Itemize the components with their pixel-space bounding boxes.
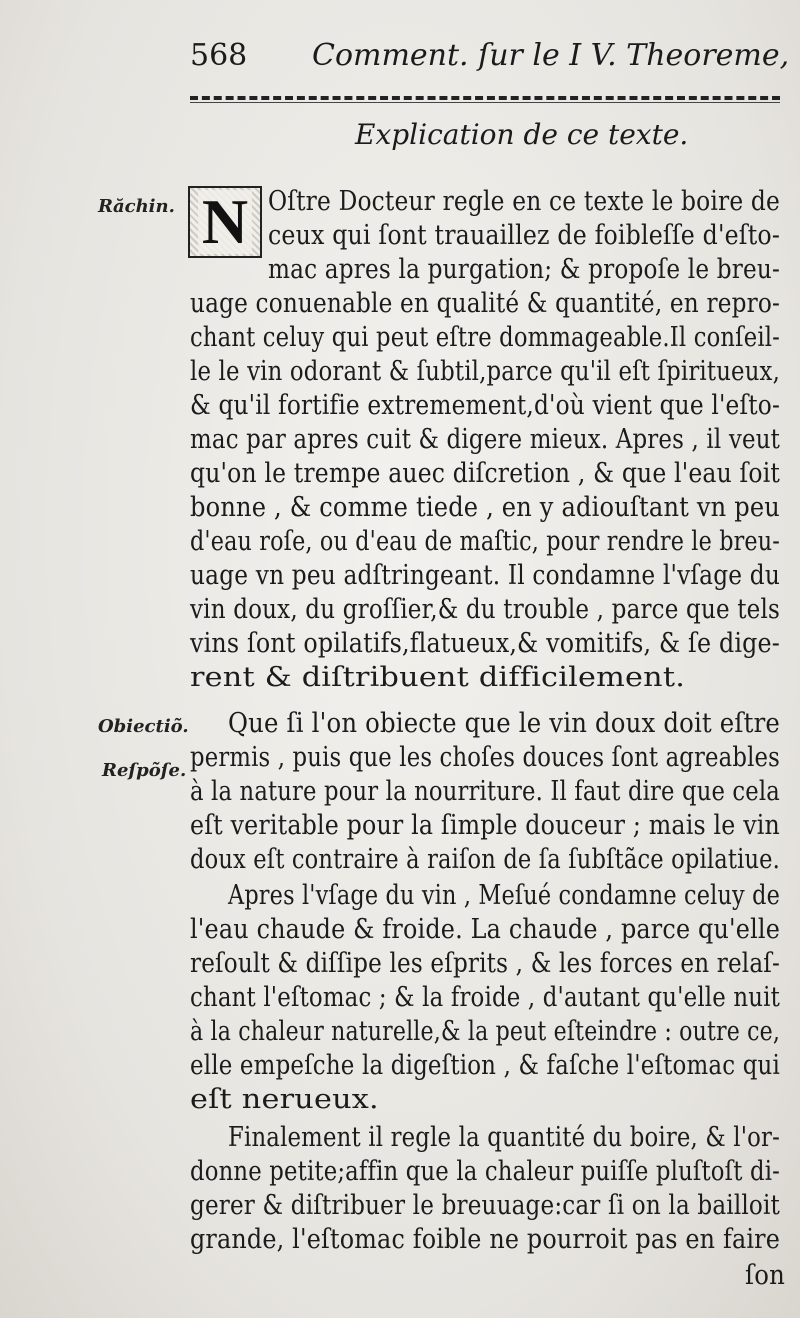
- text-line: uage conuenable en qualité & quantité, en repro-: [190, 288, 780, 319]
- section-title: Explication de ce texte.: [355, 118, 689, 151]
- text-line: Apres l'vſage du vin , Meſué condamne celuy de: [228, 880, 780, 911]
- drop-cap-ornament: [188, 186, 262, 258]
- text-line: Que ſi l'on obiecte que le vin doux doit eſtre: [228, 708, 780, 739]
- text-line: qu'on le trempe auec diſcretion , & que l'eau ſoit: [190, 458, 780, 489]
- text-line: mac apres la purgation; & propoſe le breu-: [268, 254, 780, 285]
- text-line: reſoult & diſſipe les eſprits , & les forces en relaſ-: [190, 948, 780, 979]
- text-line: vins ſont opilatifs,flatueux,& vomitifs, & ſe dige-: [190, 628, 780, 659]
- text-line: gerer & diſtribuer le breuuage:car ſi on la bailloit: [190, 1190, 780, 1221]
- running-title: Comment. ſur le I V. Theoreme,: [312, 38, 790, 73]
- margin-note-response: Reſpõſe.: [102, 760, 187, 781]
- text-line: eſt veritable pour la ſimple douceur ; mais le vin: [190, 810, 780, 841]
- text-line: Oſtre Docteur regle en ce texte le boire de: [268, 186, 780, 217]
- header-rule: [190, 96, 780, 100]
- text-line: elle empeſche la digeſtion , & faſche l'eſtomac qui: [190, 1050, 780, 1081]
- text-line: & qu'il fortifie extremement,d'où vient que l'eſto-: [190, 390, 780, 421]
- text-line: rent & diſtribuent difficilement.: [190, 662, 686, 693]
- text-line: l'eau chaude & froide. La chaude , parce qu'elle: [190, 914, 780, 945]
- text-line: vin doux, du groſſier,& du trouble , parce que tels: [190, 594, 780, 625]
- page-header: [190, 38, 790, 88]
- page-number: 568: [190, 38, 248, 73]
- catchword: ſon: [745, 1260, 785, 1291]
- text-line: uage vn peu adſtringeant. Il condamne l'vſage du: [190, 560, 780, 591]
- text-line: chant l'eſtomac ; & la froide , d'autant qu'elle nuit: [190, 982, 780, 1013]
- text-line: grande, l'eſtomac foible ne pourroit pas en faire: [190, 1224, 780, 1255]
- text-line: à la chaleur naturelle,& la peut eſteindre : outre ce,: [190, 1016, 780, 1047]
- text-line: à la nature pour la nourriture. Il faut dire que cela: [190, 776, 780, 807]
- text-line: le le vin odorant & ſubtil,parce qu'il eſt ſpiritueux,: [190, 356, 780, 387]
- drop-cap-letter: N: [198, 190, 252, 254]
- text-line: bonne , & comme tiede , en y adiouſtant vn peu: [190, 492, 780, 523]
- text-line: mac par apres cuit & digere mieux. Apres , il veut: [190, 424, 780, 455]
- margin-note-objection: Obiectiõ.: [98, 716, 189, 737]
- text-line: ceux qui ſont trauaillez de foibleſſe d'eſto-: [268, 220, 780, 251]
- header-rule-thin: [190, 102, 780, 103]
- margin-note-rachin: Răchin.: [98, 196, 175, 217]
- text-line: doux eſt contraire à raiſon de ſa ſubſtãce opilatiue.: [190, 844, 780, 875]
- text-line: donne petite;affin que la chaleur puiſſe pluſtoſt di-: [190, 1156, 780, 1187]
- text-line: Finalement il regle la quantité du boire, & l'or-: [228, 1122, 780, 1153]
- text-line: d'eau roſe, ou d'eau de maſtic, pour rendre le breu-: [190, 526, 780, 557]
- text-line: eſt nerueux.: [190, 1084, 379, 1115]
- text-line: permis , puis que les choſes douces ſont agreables: [190, 742, 780, 773]
- text-line: chant celuy qui peut eſtre dommageable.Il conſeil-: [190, 322, 780, 353]
